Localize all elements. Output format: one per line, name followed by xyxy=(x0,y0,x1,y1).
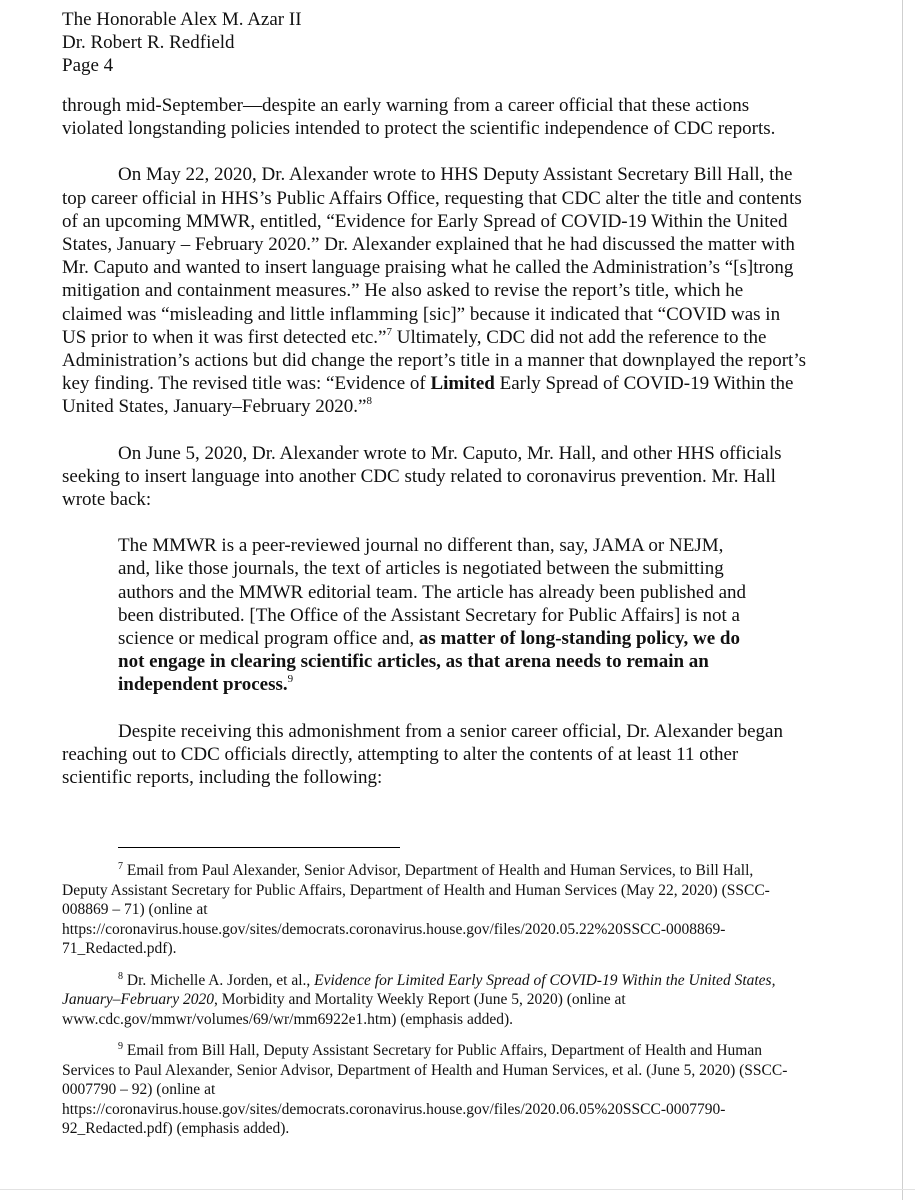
paragraph-despite: Despite receiving this admonishment from a senior career official, Dr. Alexander began reaching out to CDC officials directly, attempting to alter the contents of at least 11 other scientific reports, including the following: xyxy=(62,720,783,789)
footnote-9-text: Email from Bill Hall, Deputy Assistant Secretary for Public Affairs, Department of Health and Human Services to Paul Alexander, Senior Advisor, Department of Health and Human Services, et al. (June 5, 2020) (SSCC-0007790 – 92) (online at xyxy=(62,1042,788,1099)
paragraph-june-5: On June 5, 2020, Dr. Alexander wrote to Mr. Caputo, Mr. Hall, and other HHS officials seeking to insert language into another CDC study related to coronavirus prevention. Mr. Hall wrote back: xyxy=(62,442,782,511)
paragraph-may-22-text-c: Early Spread of COVID-19 Within the United States, January–February 2020.” xyxy=(62,373,794,418)
footnote-7-url-tail: 71_Redacted.pdf). xyxy=(62,940,177,958)
quote-emphasis: as matter of long-standing policy, we do not engage in clearing scientific articles, as that arena needs to remain an independent process. xyxy=(118,628,740,696)
footnote-7-url[interactable]: https://coronavirus.house.gov/sites/democrats.coronavirus.house.gov/files/2020.05.22%20SSCC-0008869- xyxy=(62,920,726,938)
addressee-line-2: Dr. Robert R. Redfield xyxy=(62,32,235,53)
footnote-9-url-tail: 92_Redacted.pdf) (emphasis added). xyxy=(62,1120,290,1138)
letter-header xyxy=(62,8,915,77)
footnote-7-text: Email from Paul Alexander, Senior Advisor, Department of Health and Human Services, to Bill Hall, Deputy Assistant Secretary for Public Affairs, Department of Health and Human Services (May 22, 2020) (SSCC-008869 – 71) (online at xyxy=(62,862,770,919)
footnote-7 xyxy=(62,861,797,959)
footnote-8-article-title: Evidence for Limited Early Spread of COVID-19 Within the United States, January–February 2020 xyxy=(62,971,776,1009)
footnote-9 xyxy=(62,1041,797,1139)
footnote-9-url[interactable]: https://coronavirus.house.gov/sites/democrats.coronavirus.house.gov/files/2020.06.05%20SSCC-0007790- xyxy=(62,1100,726,1118)
footnote-8-text-b: , Morbidity and Mortality Weekly Report (June 5, 2020) (online at www.cdc.gov/mmwr/volumes/69/wr/mm6922e1.htm) (emphasis added). xyxy=(62,991,626,1028)
footnote-ref-9: 9 xyxy=(287,673,294,686)
footnote-8-number: 8 xyxy=(118,970,123,982)
footnote-ref-8: 8 xyxy=(366,395,372,408)
quote-text: The MMWR is a peer-reviewed journal no different than, say, JAMA or NEJM, and, like those journals, the text of articles is negotiated between the submitting authors and the MMWR editorial team. The article has already been published and been distributed. [The Office of the Assistant Secretary for Public Affairs] is not a science or medical program office and, xyxy=(118,535,747,650)
footnote-8-text-a: Dr. Michelle A. Jorden, et al., xyxy=(123,971,315,989)
footnote-7-number: 7 xyxy=(118,861,123,873)
paragraph-may-22 xyxy=(62,163,807,418)
paragraph-may-22-text-b: Ultimately, CDC did not add the reference to the Administration’s actions but did change the report’s title in a manner that downplayed the report’s key finding. The revised title was: “Evidence of xyxy=(62,326,806,395)
letter-body xyxy=(62,94,807,789)
footnote-separator xyxy=(118,847,400,848)
footnotes xyxy=(62,861,797,1139)
footnote-ref-7: 7 xyxy=(386,325,392,338)
addressee-line-1: The Honorable Alex M. Azar II xyxy=(62,9,302,30)
paragraph-may-22-text-a: On May 22, 2020, Dr. Alexander wrote to HHS Deputy Assistant Secretary Bill Hall, the top career official in HHS’s Public Affairs Office, requesting that CDC alter the title and contents of an upcoming MMWR, entitled, “Evidence for Early Spread of COVID-19 Within the United States, January – February 2020.” Dr. Alexander explained that he had discussed the matter with Mr. Caputo and wanted to insert language praising what he called the Administration’s “[s]trong mitigation and containment measures.” He also asked to revise the report’s title, which he claimed was “misleading and little inflamming [sic]” because it indicated that “COVID was in US prior to when it was first detected etc.” xyxy=(62,164,802,348)
emphasis-limited: Limited xyxy=(430,373,495,395)
footnote-8 xyxy=(62,971,797,1030)
page-number: Page 4 xyxy=(62,55,114,76)
footnote-9-number: 9 xyxy=(118,1041,123,1053)
page-edge-bottom xyxy=(0,1189,915,1190)
page-edge-right xyxy=(902,0,903,1200)
paragraph-continuation: through mid-September—despite an early warning from a career official that these actions violated longstanding policies intended to protect the scientific independence of CDC reports. xyxy=(62,95,776,140)
block-quote xyxy=(118,534,758,696)
